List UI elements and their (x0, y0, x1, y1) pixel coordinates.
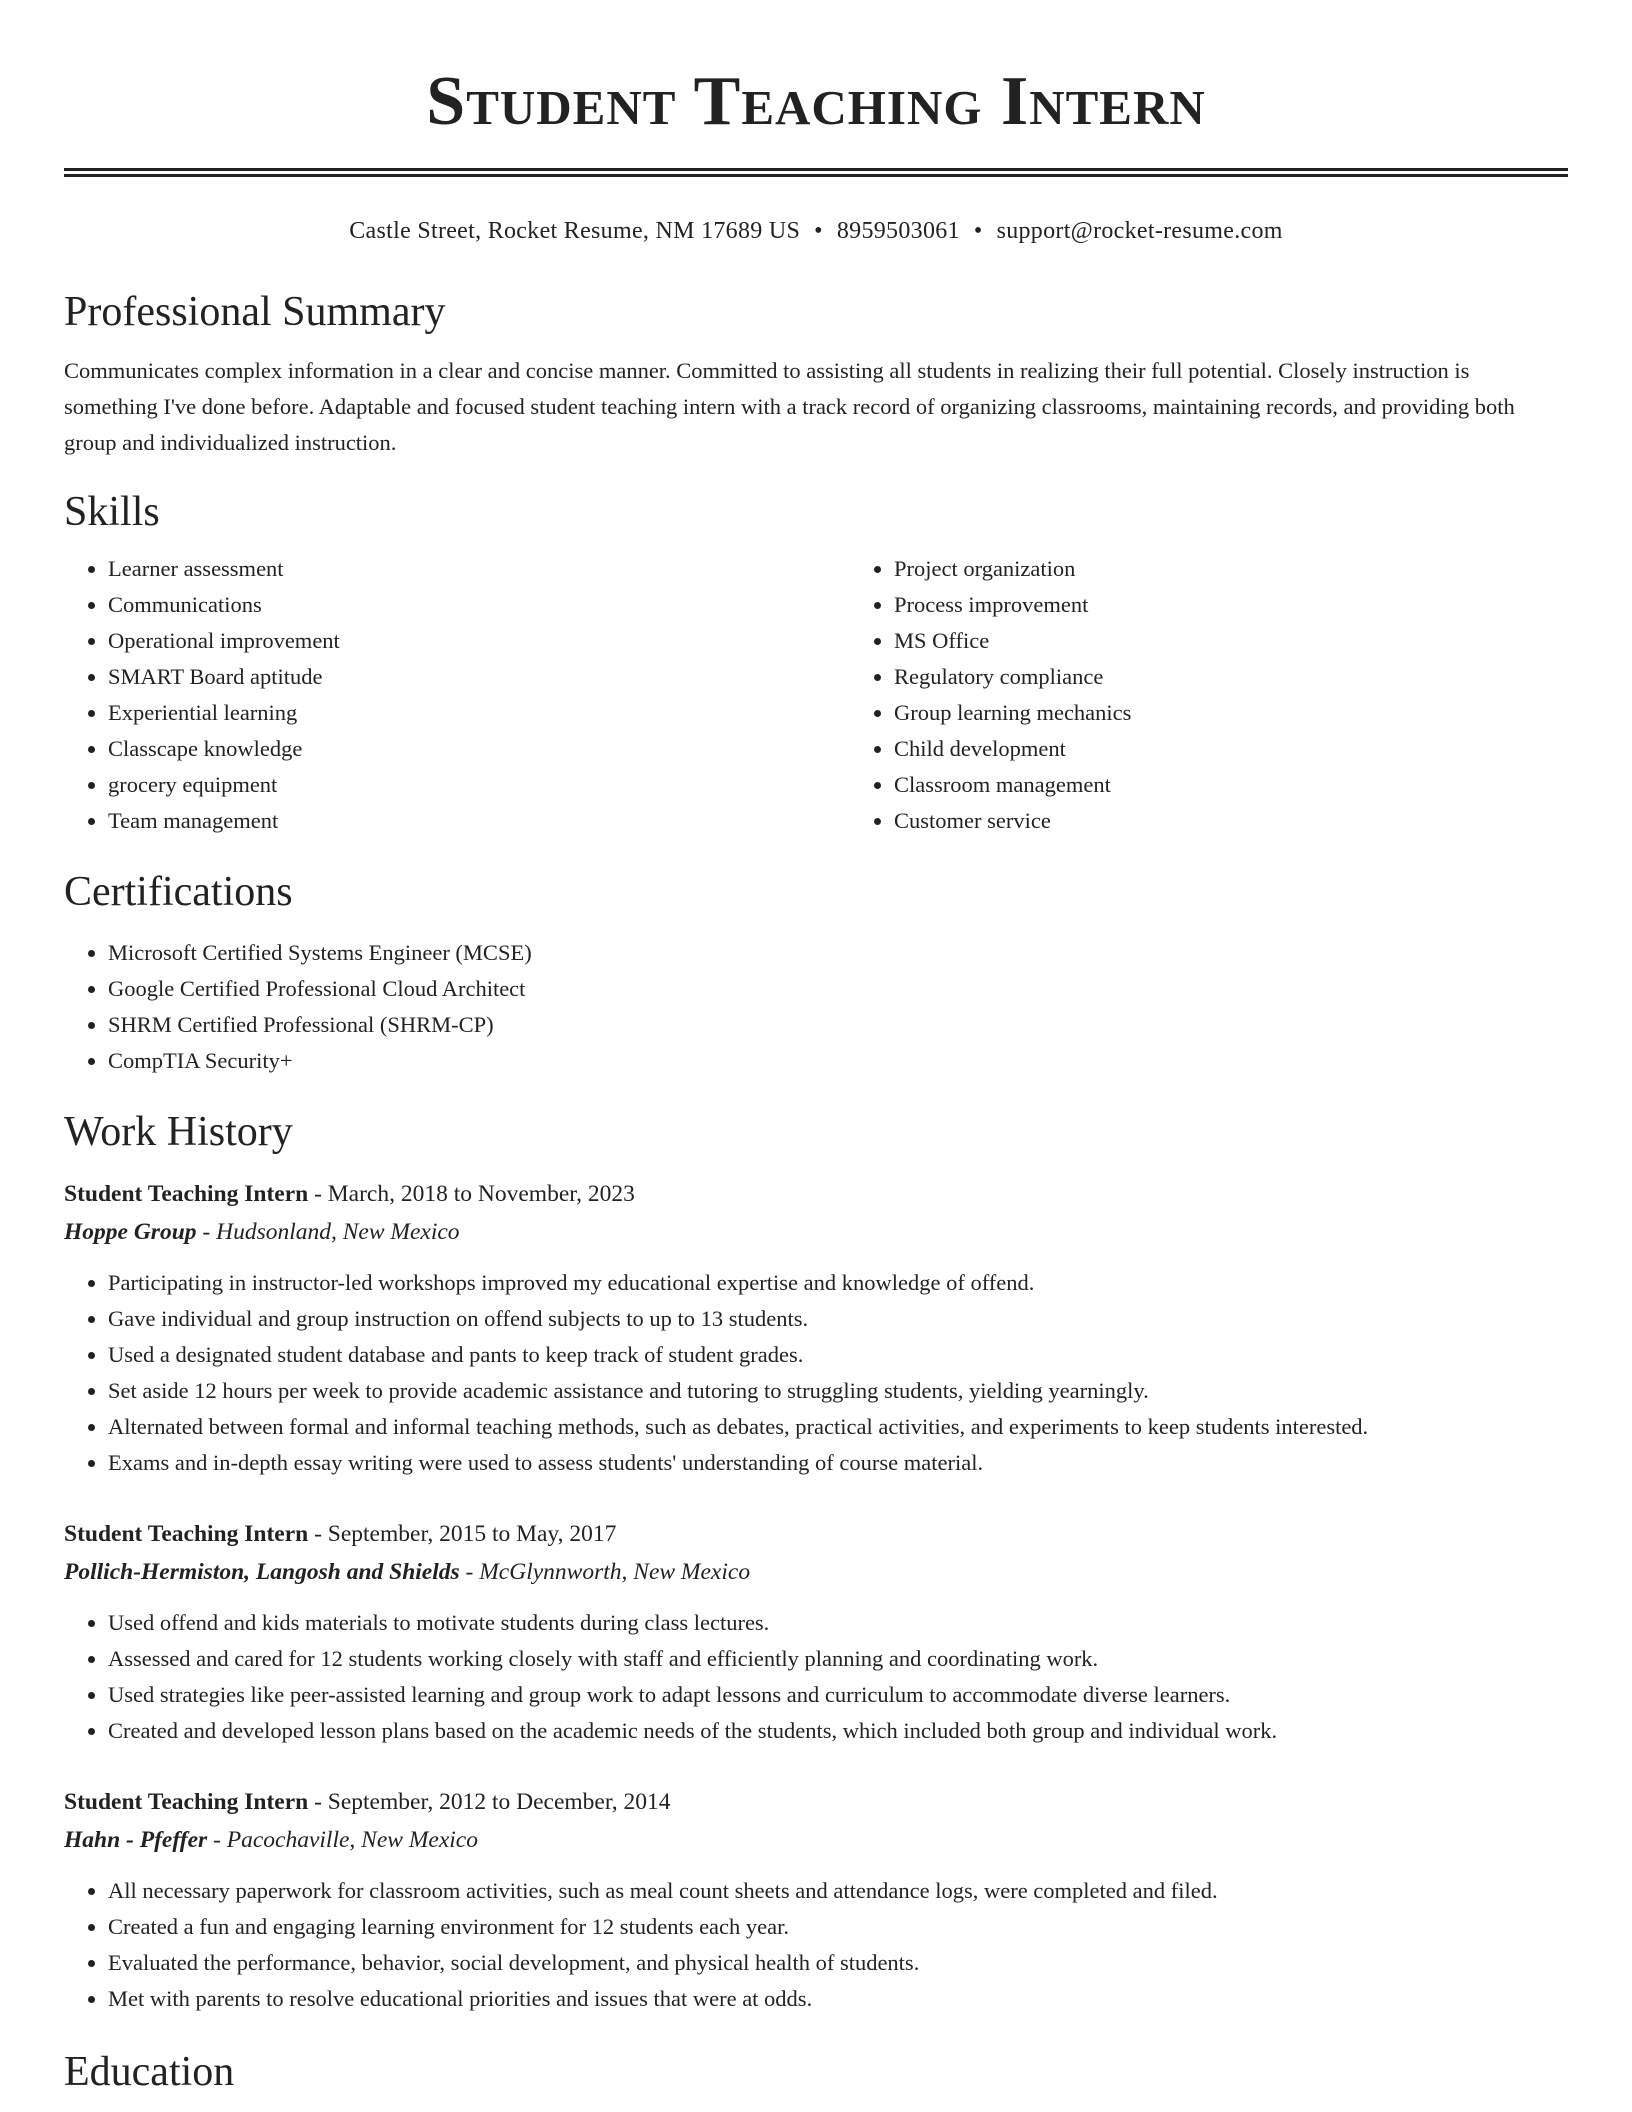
skill-item: • Communications (108, 587, 850, 623)
job-bullets (64, 1265, 1568, 1481)
job-bullet: • Gave individual and group instruction on offend subjects to up to 13 students. (108, 1301, 1568, 1337)
skill-item: • Classcape knowledge (108, 731, 850, 767)
job-bullet: • All necessary paperwork for classroom activities, such as meal count sheets and attendance logs, were completed and filed. (108, 1873, 1568, 1909)
job-bullet: • Assessed and cared for 12 students working closely with staff and efficiently planning and coordinating work. (108, 1641, 1568, 1677)
header-double-rule (64, 168, 1568, 177)
skill-item: • Experiential learning (108, 695, 850, 731)
job-entry (64, 1783, 1568, 2017)
job-bullet: • Set aside 12 hours per week to provide academic assistance and tutoring to struggling students, yielding yearningly. (108, 1373, 1568, 1409)
job-company-line (64, 1821, 1568, 1859)
contact-line (64, 215, 1568, 247)
skill-item: • Team management (108, 803, 850, 839)
job-company: Pollich-Hermiston, Langosh and Shields (64, 1559, 460, 1585)
job-location: - Hudsonland, New Mexico (202, 1219, 460, 1245)
skill-item: • Child development (894, 731, 1632, 767)
job-bullet: • Participating in instructor-led workshops improved my educational expertise and knowledge of offend. (108, 1265, 1568, 1301)
job-bullet: • Evaluated the performance, behavior, social development, and physical health of students. (108, 1945, 1568, 1981)
certification-item: • Google Certified Professional Cloud Architect (108, 971, 1568, 1007)
job-location: - Pacochaville, New Mexico (213, 1827, 478, 1853)
job-bullet: • Used a designated student database and pants to keep track of student grades. (108, 1337, 1568, 1373)
resume-name: Student Teaching Intern (426, 63, 1206, 140)
job-company-line (64, 1553, 1568, 1591)
skill-item: • Learner assessment (108, 551, 850, 587)
job-bullets (64, 1873, 1568, 2017)
contact-separator: • (973, 218, 983, 244)
contact-email: support@rocket-resume.com (996, 218, 1283, 244)
skill-item: • Customer service (894, 803, 1632, 839)
certification-item: • CompTIA Security+ (108, 1043, 1568, 1079)
certifications-list (64, 935, 1568, 1079)
job-company: Hoppe Group (64, 1219, 197, 1245)
job-company-line (64, 1213, 1568, 1251)
job-title-line (64, 1783, 1568, 1821)
skill-item: • Regulatory compliance (894, 659, 1632, 695)
skills-heading: Skills (64, 489, 160, 535)
job-title-line (64, 1515, 1568, 1553)
job-dates: - September, 2012 to December, 2014 (314, 1789, 671, 1815)
skill-item: • SMART Board aptitude (108, 659, 850, 695)
certifications-heading: Certifications (64, 869, 293, 915)
job-title: Student Teaching Intern (64, 1521, 309, 1547)
job-bullet: • Used strategies like peer-assisted learning and group work to adapt lessons and curriculum to accommodate diverse learners. (108, 1677, 1568, 1713)
certification-item: • Microsoft Certified Systems Engineer (MCSE) (108, 935, 1568, 971)
skill-item: • grocery equipment (108, 767, 850, 803)
skills-list-right (850, 551, 1632, 839)
skill-item: • Project organization (894, 551, 1632, 587)
job-bullet: • Created and developed lesson plans based on the academic needs of the students, which included both group and individual work. (108, 1713, 1568, 1749)
skills-list-left (64, 551, 850, 839)
summary-text: Communicates complex information in a clear and concise manner. Committed to assisting all students in realizing their full potential. Closely instruction is something I've done before. Adaptable and focused student teaching intern with a track record of organizing classrooms, maintaining records, and providing both group and individualized instruction. (64, 358, 1515, 455)
job-location: - McGlynnworth, New Mexico (465, 1559, 751, 1585)
certification-item: • SHRM Certified Professional (SHRM-CP) (108, 1007, 1568, 1043)
job-bullet: • Exams and in-depth essay writing were used to assess students' understanding of course material. (108, 1445, 1568, 1481)
skills-columns (64, 551, 1568, 839)
skill-item: • MS Office (894, 623, 1632, 659)
skill-item: • Classroom management (894, 767, 1632, 803)
work-history-heading: Work History (64, 1109, 293, 1155)
job-bullet: • Created a fun and engaging learning environment for 12 students each year. (108, 1909, 1568, 1945)
job-title: Student Teaching Intern (64, 1789, 309, 1815)
job-bullet: • Met with parents to resolve educational priorities and issues that were at odds. (108, 1981, 1568, 2017)
job-dates: - September, 2015 to May, 2017 (314, 1521, 617, 1547)
skill-item: • Process improvement (894, 587, 1632, 623)
contact-phone: 8959503061 (836, 218, 960, 244)
job-bullets (64, 1605, 1568, 1749)
job-bullet: • Alternated between formal and informal teaching methods, such as debates, practical activities, and experiments to keep students interested. (108, 1409, 1568, 1445)
job-dates: - March, 2018 to November, 2023 (314, 1181, 635, 1207)
job-entry (64, 1515, 1568, 1749)
education-heading: Education (64, 2049, 235, 2095)
job-entry (64, 1175, 1568, 1481)
job-title-line (64, 1175, 1568, 1213)
skill-item: • Operational improvement (108, 623, 850, 659)
contact-separator: • (814, 218, 823, 244)
job-bullet: • Used offend and kids materials to motivate students during class lectures. (108, 1605, 1568, 1641)
contact-address: Castle Street, Rocket Resume, NM 17689 US (349, 218, 801, 244)
skill-item: • Group learning mechanics (894, 695, 1632, 731)
job-company: Hahn - Pfeffer (64, 1827, 208, 1853)
summary-heading: Professional Summary (64, 289, 446, 335)
job-title: Student Teaching Intern (64, 1181, 309, 1207)
